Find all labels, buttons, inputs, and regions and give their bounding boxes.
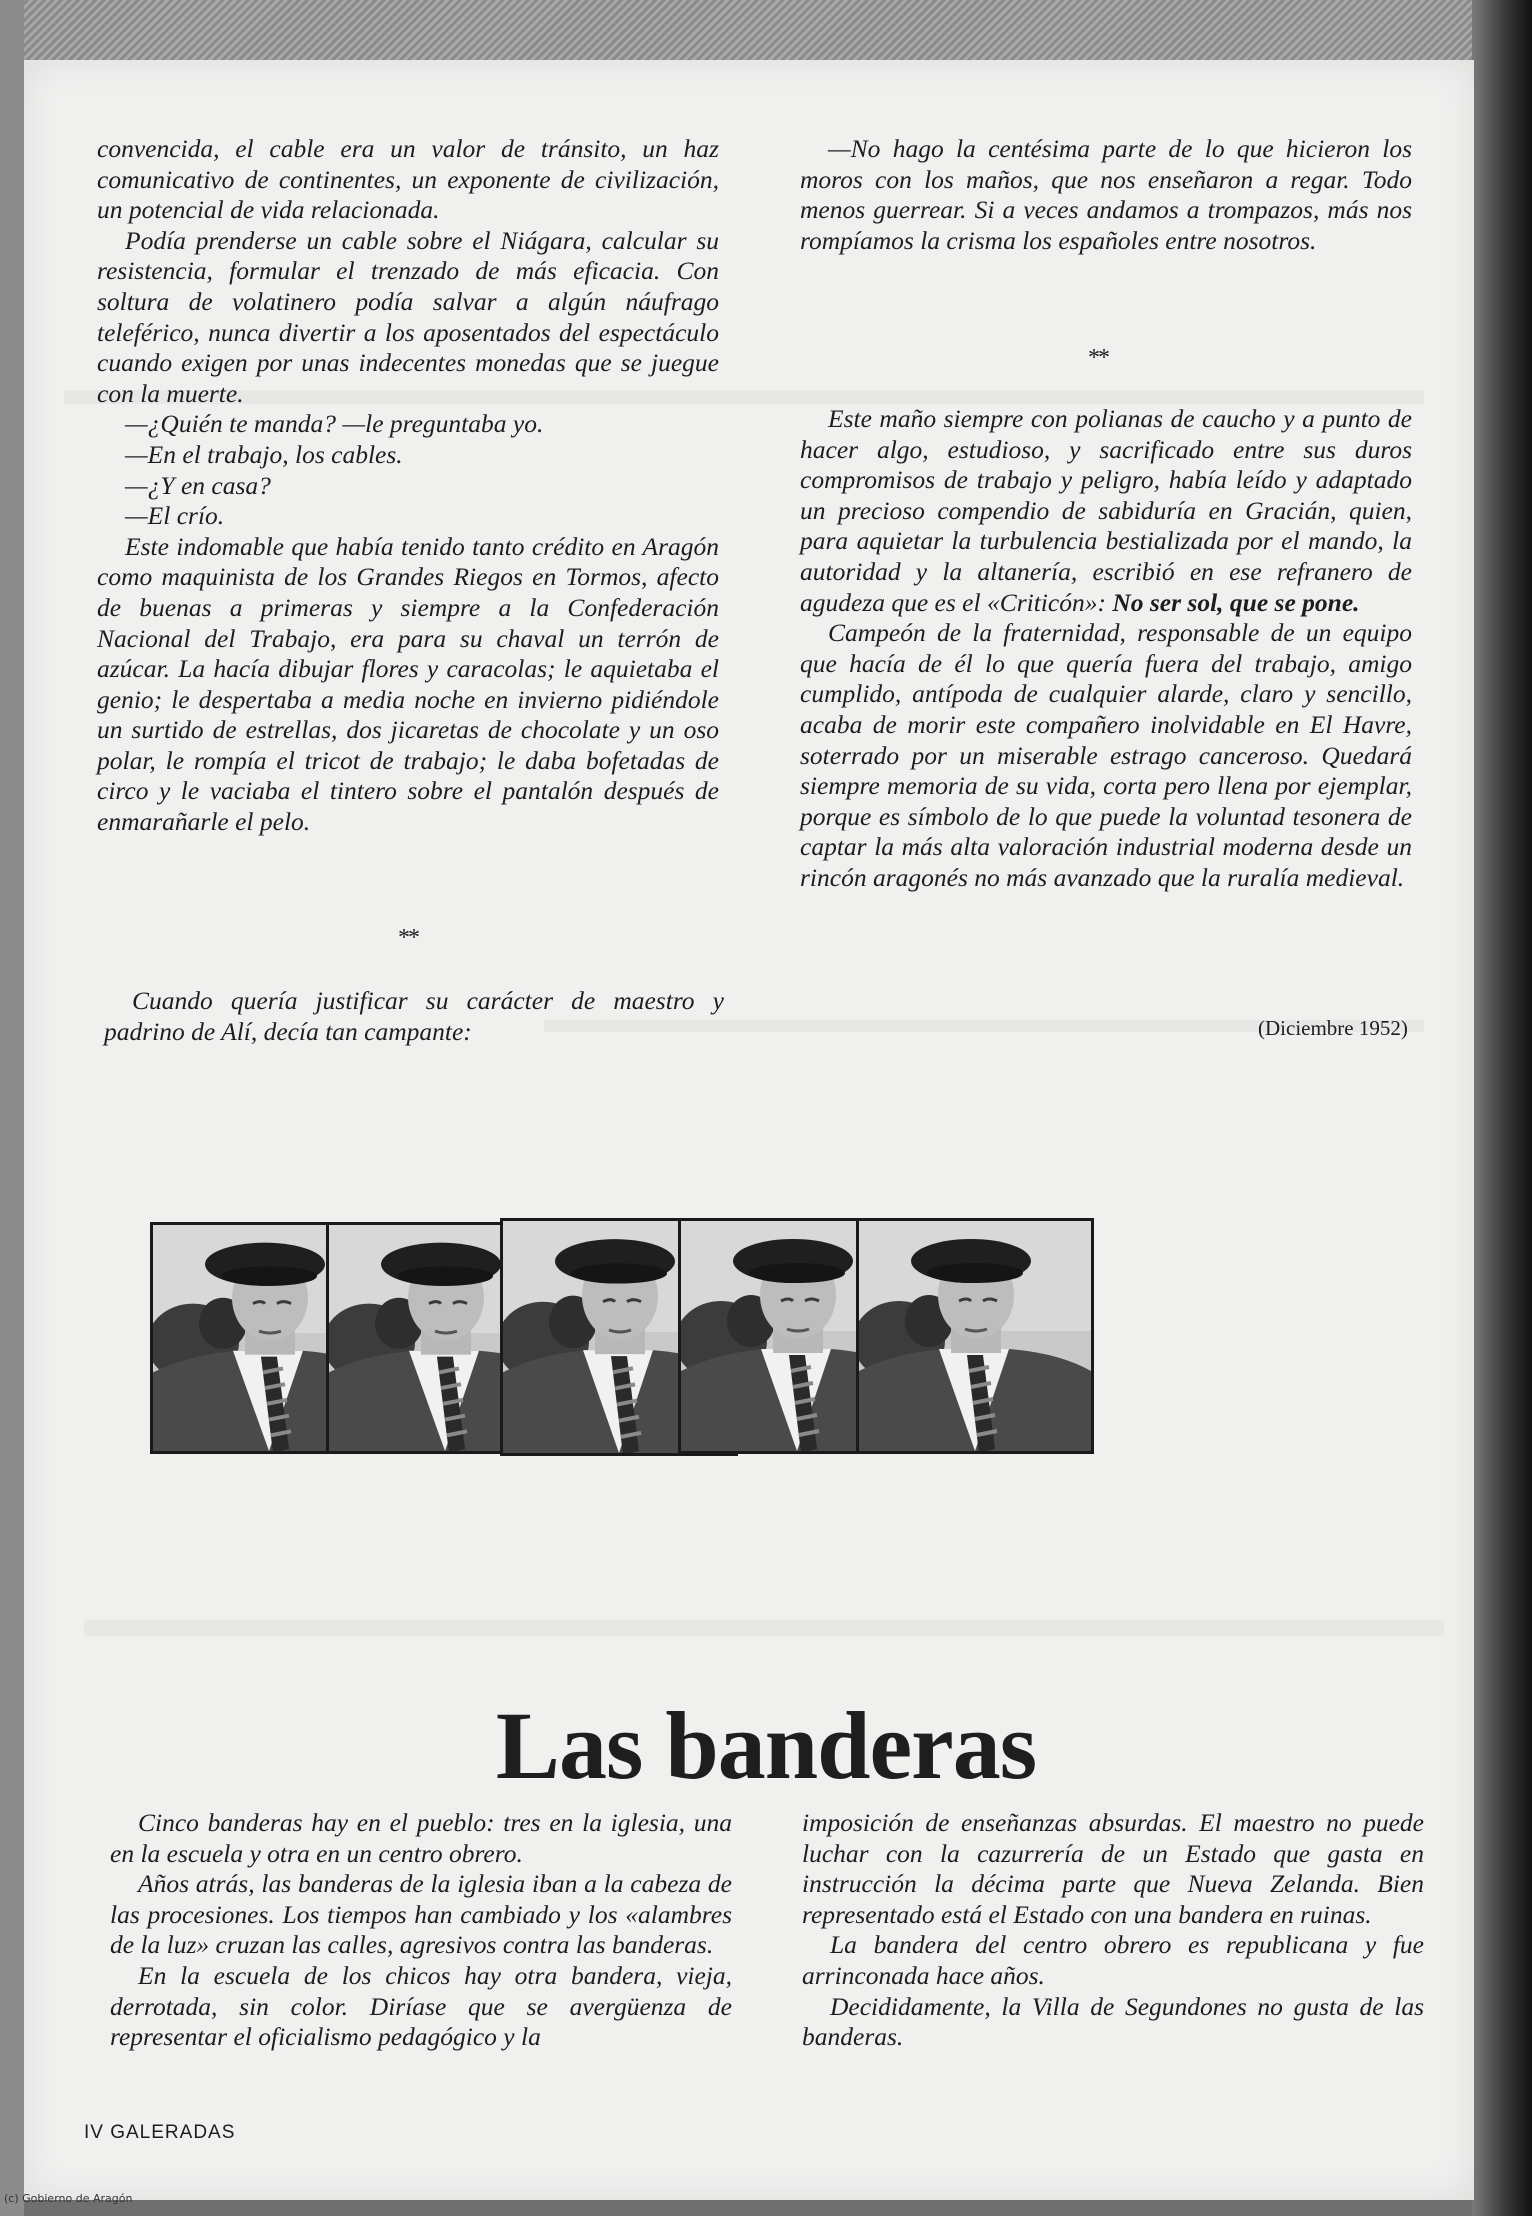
banderas-left-paragraphs [110, 1808, 732, 2053]
paragraph: Decididamente, la Villa de Segundones no gusta de las banderas. [802, 1991, 1424, 2052]
scan-border-top [0, 0, 1532, 60]
paragraph: —¿Y en casa? [125, 470, 271, 500]
paragraph: Este indomable que había tenido tanto crédito en Aragón como maquinista de los Grandes Riegos en Tormos, afecto de buenas a primeras y siempre a la Confederación Nacional del Trabajo, era para su chaval un terrón de azúcar. La hacía dibujar flores y caracolas; le aquietaba el genio; le despertaba a media noche en invierno pidiéndole un surtido de estrellas, dos jicaretas de chocolate y un oso polar, le rompía el tricot de trabajo; le daba bofetadas de circo y le vaciaba el tintero sobre el pantalón después de enmarañarle el pelo. [97, 531, 719, 837]
gracian-maxim: No ser sol, que se pone. [1112, 587, 1360, 617]
gracian-paragraph [800, 404, 1412, 618]
paragraph: imposición de enseñanzas absurdas. El maestro no puede luchar con la cazurrería de un Estado que gasta en instrucción la décima parte que Nueva Zelanda. Bien representado está el Estado con una bandera en ruinas. [802, 1808, 1424, 1929]
section-separator-left: ** [398, 925, 418, 951]
headline: Las banderas [495, 1692, 1037, 1799]
paragraph: La bandera del centro obrero es republicana y fue arrinconada hace años. [802, 1930, 1424, 1990]
paragraph: —El crío. [125, 501, 225, 531]
closing-text: Cuando quería justificar su carácter de maestro y padrino de Alí, decía tan campante: [104, 986, 724, 1046]
scan-border-left [0, 0, 24, 2216]
section-separator-right: ** [1088, 345, 1108, 371]
paragraph: —En el trabajo, los cables. [125, 439, 403, 469]
paragraph: Cinco banderas hay en el pueblo: tres en la iglesia, una en la escuela y otra en un centro obrero. [110, 1808, 732, 1868]
paragraph: Podía prenderse un cable sobre el Niágara, calcular su resistencia, formular el trenzado de más eficacia. Con soltura de volatinero podía salvar a algún náufrago teleférico, nunca divertir a los aposentados del espectáculo cuando exigen por unas indecentes monedas que se juegue con la muerte. [97, 225, 719, 408]
quote-paragraph: —No hago la centésima parte de lo que hicieron los moros con los maños, que nos enseñaron a regar. Todo menos guerrear. Si a veces andamos a trompazos, más nos rompíamos la crisma los españoles entre nosotros. [800, 134, 1412, 255]
scan-border-right [1472, 0, 1532, 2216]
article-date: (Diciembre 1952) [1258, 1016, 1408, 1040]
article-column-right-lower [800, 404, 1412, 894]
image-credit: (c) Gobierno de Aragón [4, 2192, 133, 2205]
article-column-left [97, 134, 719, 838]
paragraph: —¿Quién te manda? —le preguntaba yo. [125, 409, 544, 439]
closing-paragraph [104, 986, 724, 1047]
portrait-photo [856, 1218, 1094, 1454]
gracian-text: Este maño siempre con polianas de caucho y a punto de hacer algo, estudioso, y sacrificado entre sus duros compromisos de trabajo y peligro, había leído y adaptado un precioso compendio de sabiduría en Gracián, quien, para aquietar la turbulencia bestializada por el mando, la autoridad y la altanería, escribió en ese refranero de agudeza que es el «Criticón»: [800, 404, 1412, 617]
paragraph: convencida, el cable era un valor de tránsito, un haz comunicativo de continentes, un exponente de civilización, un potencial de vida relacionada. [97, 134, 719, 225]
column-left-paragraphs [97, 134, 719, 838]
banderas-column-left [110, 1808, 732, 2053]
banderas-column-right [802, 1808, 1424, 2053]
page-footer: IV GALERADAS [84, 2122, 236, 2143]
paragraph: Años atrás, las banderas de la iglesia iban a la cabeza de las procesiones. Los tiempos han cambiado y los «alambres de la luz» cruzan las calles, agresivos contra las banderas. [110, 1869, 732, 1960]
obituary-paragraph: Campeón de la fraternidad, responsable de un equipo que hacía de él lo que quería fuera del trabajo, amigo cumplido, antípoda de cualquier alarde, claro y sencillo, acaba de morir este compañero inolvidable en El Havre, soterrado por un miserable estrago canceroso. Quedará siempre memoria de su vida, corta pero llena por ejemplar, porque es símbolo de lo que puede la voluntad tesonera de captar la más alta valoración industrial moderna desde un rincón aragonés no más avanzado que la ruralía medieval. [800, 618, 1412, 892]
paragraph: En la escuela de los chicos hay otra bandera, vieja, derrotada, sin color. Diríase que se avergüenza de representar el oficialismo pedagógico y la [110, 1960, 732, 2052]
bleed-through-mark [84, 1620, 1444, 1636]
article-column-right [800, 134, 1412, 256]
banderas-right-paragraphs [802, 1808, 1424, 2053]
portrait-photo-strip [150, 1218, 1386, 1558]
